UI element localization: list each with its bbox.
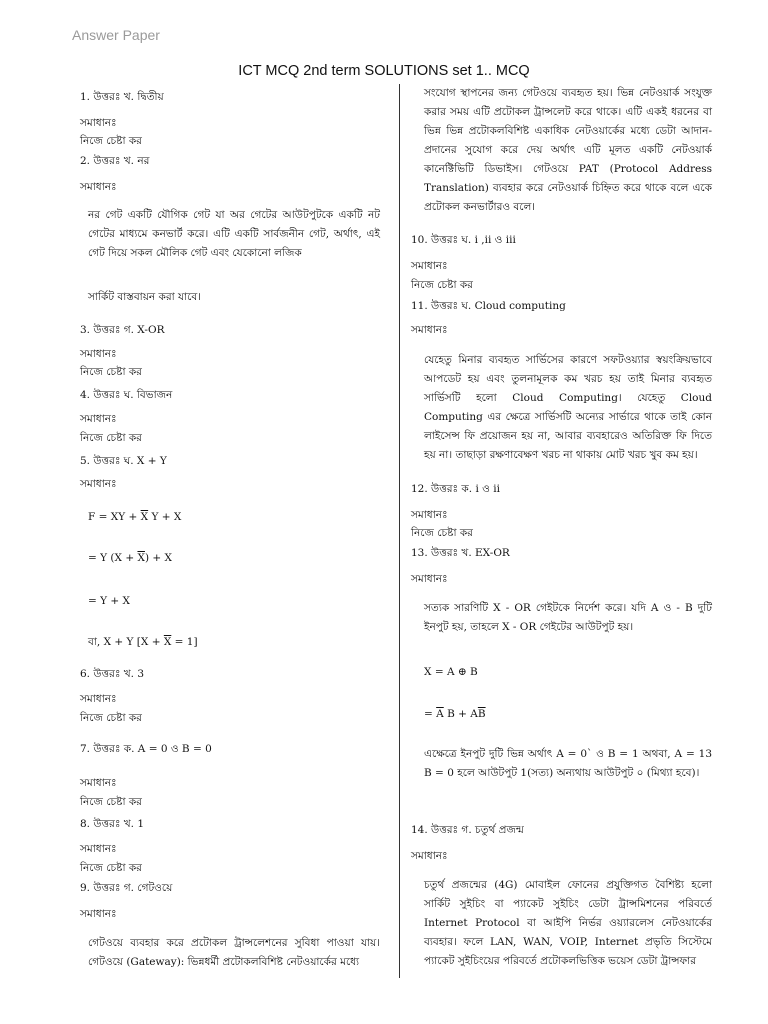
answer-4: 4. উত্তরঃ ঘ. বিভাজন — [80, 389, 173, 401]
answer-10: 10. উত্তরঃ ঘ. i ,ii ও iii — [411, 234, 516, 246]
answer-3: 3. উত্তরঃ গ. X-OR — [80, 324, 165, 336]
solution-label: সমাধানঃ — [80, 413, 117, 425]
solution-label: সমাধানঃ — [80, 843, 117, 855]
column-divider — [399, 84, 400, 978]
xor-equation-1: X = A ⊕ B — [424, 666, 478, 678]
note-try-yourself: নিজে চেষ্টা কর — [80, 366, 142, 378]
solution-text-11: যেহেতু মিনার ব্যবহৃত সার্ভিসের কারণে সফটওয়্যার স্বয়ংক্রিয়ভাবে আপডেট হয় এবং তুলনামূলক কম খরচ হয় তাই মিনার ব্যবহৃত সার্ভিসটি হলো Cloud Computing। যেহেতু Cloud Computing এর ক্ষেত্রে সার্ভিসটি অন্যের সার্ভারে থাকে তাই কোন লাইসেন্স ফি প্রয়োজন হয় না, আবার ব্যবহারেও অতিরিক্ত ফি দিতে হয় না। তাছাড়া রক্ষণাবেক্ষণ খরচ না থাকায় মোট খরচ খুব কম হয়। — [424, 354, 712, 461]
solution-label: সমাধানঃ — [80, 693, 117, 705]
equation-line-4: বা, X + Y $[X + \overline{X} = 1]$ — [88, 636, 198, 648]
answer-6: 6. উত্তরঃ খ. 3 — [80, 668, 145, 680]
solution-label: সমাধানঃ — [411, 850, 448, 862]
answer-9: 9. উত্তরঃ গ. গেটওয়ে — [80, 882, 173, 894]
xor-equation-2: = $\overline{A}$ $B + A\overline{B}$ — [424, 708, 486, 720]
solution-label: সমাধানঃ — [80, 777, 117, 789]
solution-text-2-end: সার্কিট বাস্তবায়ন করা যাবে। — [88, 291, 201, 303]
solution-text-13: সত্যক সারণিটি X - OR গেইটকে নির্দেশ করে। যদি A ও - B দুটি ইনপুট হয়, তাহলে X - OR গেইটের আউটপুট হয়। — [424, 602, 712, 633]
answer-1: 1. উত্তরঃ খ. দ্বিতীয় — [80, 91, 164, 103]
solution-label: সমাধানঃ — [411, 324, 448, 336]
page-header: Answer Paper — [72, 27, 160, 43]
solution-label: সমাধানঃ — [80, 181, 117, 193]
answer-8: 8. উত্তরঃ খ. 1 — [80, 818, 145, 830]
solution-text-2: নর গেট একটি যৌগিক গেট যা অর গেটের আউটপুটকে একটি নট গেটের মাধ্যমে কনভার্ট করে। এটি একটি সার্বজনীন গেট, অর্থাৎ, এই গেট দিয়ে সকল মৌলিক গেট এবং যেকোনো লজিক — [88, 209, 380, 259]
solution-label: সমাধানঃ — [80, 908, 117, 920]
solution-label: সমাধানঃ — [411, 573, 448, 585]
equation-line-1: F = XY + $\overline{X}$ Y + X — [88, 511, 182, 523]
equation-line-2: = Y $(X + \overline{X}) + X$ — [88, 552, 172, 564]
solution-label: সমাধানঃ — [411, 260, 448, 272]
answer-7: 7. উত্তরঃ ক. A = 0 ও B = 0 — [80, 743, 212, 755]
note-try-yourself: নিজে চেষ্টা কর — [411, 279, 473, 291]
solution-label: সমাধানঃ — [411, 509, 448, 521]
solution-label: সমাধানঃ — [80, 117, 117, 129]
note-try-yourself: নিজে চেষ্টা কর — [80, 135, 142, 147]
equation-line-3: = Y + X — [88, 595, 131, 607]
note-try-yourself: নিজে চেষ্টা কর — [411, 527, 473, 539]
answer-11: 11. উত্তরঃ ঘ. Cloud computing — [411, 300, 566, 312]
answer-5: 5. উত্তরঃ ঘ. X + Y — [80, 455, 167, 467]
solution-text-9: গেটওয়ে ব্যবহার করে প্রটোকল ট্রান্সলেশনের সুবিধা পাওয়া যায়। গেটওয়ে (Gateway): ভিন্নধর্মী প্রটোকলবিশিষ্ট নেটওয়ার্কের মধ্যে — [88, 937, 380, 968]
document-title: ICT MCQ 2nd term SOLUTIONS set 1.. MCQ — [238, 63, 530, 79]
note-try-yourself: নিজে চেষ্টা কর — [80, 796, 142, 808]
answer-14: 14. উত্তরঃ গ. চতুর্থ প্রজন্ম — [411, 824, 524, 836]
solution-label: সমাধানঃ — [80, 478, 117, 490]
answer-2: 2. উত্তরঃ খ. নর — [80, 155, 150, 167]
note-try-yourself: নিজে চেষ্টা কর — [80, 712, 142, 724]
answer-13: 13. উত্তরঃ খ. EX-OR — [411, 547, 510, 559]
note-try-yourself: নিজে চেষ্টা কর — [80, 432, 142, 444]
solution-text-13-b: এক্ষেত্রে ইনপুট দুটি ভিন্ন অর্থাৎ A = 0` ও B = 1 অথবা, A = 13 B = 0 হলে আউটপুট 1(সত্য) অন্যথায় আউটপুট ০ (মিথ্যা হবে)। — [424, 748, 712, 779]
note-try-yourself: নিজে চেষ্টা কর — [80, 862, 142, 874]
solution-label: সমাধানঃ — [80, 348, 117, 360]
solution-text-14: চতুর্থ প্রজন্মের (4G) মোবাইল ফোনের প্রযুক্তিগত বৈশিষ্ট্য হলো সার্কিট সুইচিং বা প্যাকেট সুইচিং ডেটা ট্রান্সমিশনের পরিবর্তে Internet Protocol বা আইপি নির্ভর ওয়্যারলেস নেটওয়ার্কের ব্যবহার। ফলে LAN, WAN, VOIP, Internet প্রভৃতি সিস্টেমে প্যাকেট সুইচিংয়ের পরিবর্তে প্রটোকলভিত্তিক ভয়েস ডেটা ট্রান্সফার — [424, 879, 712, 967]
answer-12: 12. উত্তরঃ ক. i ও ii — [411, 483, 500, 495]
solution-text-9-continued: সংযোগ স্থাপনের জন্য গেটওয়ে ব্যবহৃত হয়। ভিন্ন নেটওয়ার্ক সংযুক্ত করার সময় এটি প্রটোকল ট্রান্সলেট করে থাকে। এটি একই ধরনের বা ভিন্ন ভিন্ন প্রটোকলবিশিষ্ট একাধিক নেটওয়ার্কের মধ্যে ডেটা আদান-প্রদানের সুযোগ করে দেয় অর্থাৎ এটি মূলত একটি নেটওয়ার্ক কানেক্টিভিটি ডিভাইস। গেটওয়ে PAT (Protocol Address Translation) ব্যবহার করে নেটওয়ার্ক চিহ্নিত করে থাকে বলে একে প্রটোকল কনভার্টারও বলে। — [424, 87, 712, 213]
